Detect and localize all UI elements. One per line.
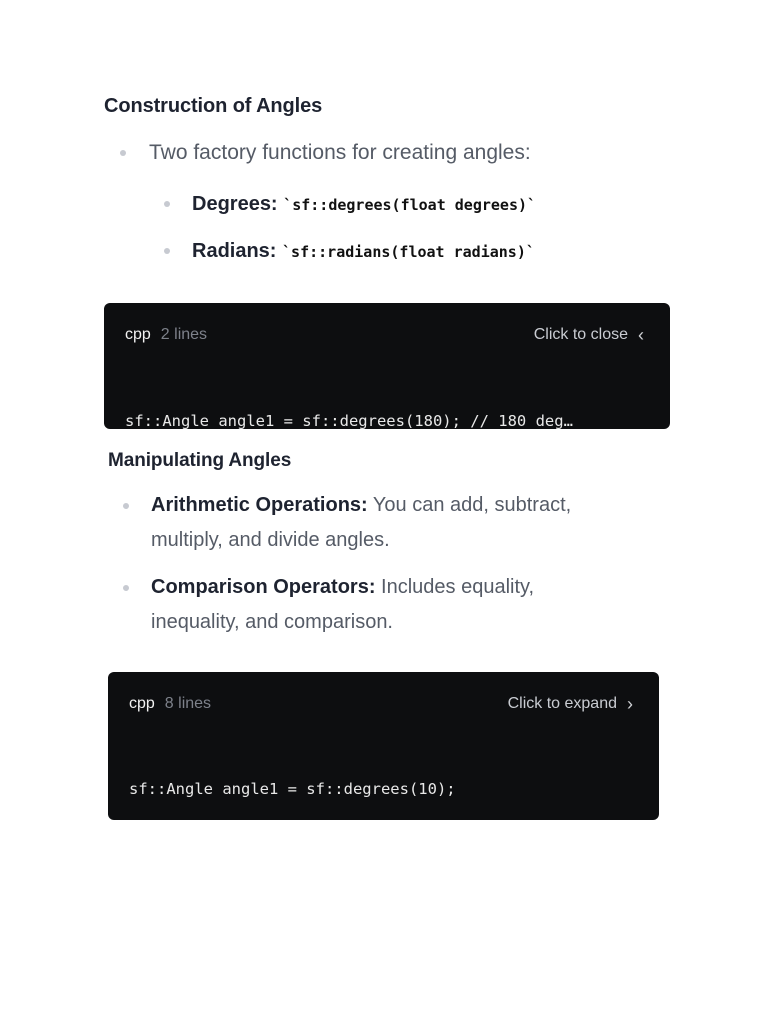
list-item: [120, 137, 531, 169]
code-line-count: 8 lines: [164, 695, 212, 712]
code-content: [125, 356, 644, 429]
inline-code: `sf::radians(float radians)`: [282, 243, 535, 261]
list-item-text: Two factory functions for creating angles:: [149, 141, 531, 164]
section-heading-manipulating: Manipulating Angles: [108, 450, 292, 471]
bullet-dot: [164, 248, 170, 254]
expand-code-label[interactable]: Click to expand: [507, 695, 617, 712]
code-block-construction: [104, 303, 670, 429]
code-block-manipulating: [108, 672, 659, 820]
code-language-label: cpp: [129, 695, 155, 712]
collapse-code-label[interactable]: Click to close: [533, 326, 628, 343]
code-line-count: 2 lines: [160, 326, 208, 343]
expand-code-button[interactable]: [508, 695, 633, 713]
inline-code: `sf::degrees(float degrees)`: [283, 196, 537, 214]
sub-item-label: Radians:: [192, 240, 277, 262]
list-item-term: Arithmetic Operations:: [151, 494, 368, 516]
code-language-label: cpp: [125, 326, 151, 343]
bullet-dot: [164, 201, 170, 207]
list-item-text: Comparison Operators: Includes equality, inequality, and comparison.: [151, 576, 535, 633]
bullet-dot: [120, 150, 126, 156]
bullet-dot: [123, 503, 129, 509]
code-block-header: [129, 694, 633, 714]
code-line: sf::Angle angle1 = sf::degrees(10);: [129, 780, 456, 798]
code-line: sf::Angle angle1 = sf::degrees(180); // 180 deg…: [125, 412, 573, 429]
bullet-dot: [123, 585, 129, 591]
list-item-text: Arithmetic Operations: You can add, subtract, multiply, and divide angles.: [151, 494, 572, 551]
chevron-left-icon[interactable]: ‹: [638, 325, 644, 345]
code-block-header: [125, 325, 644, 345]
list-item-term: Comparison Operators:: [151, 576, 376, 598]
chevron-right-icon[interactable]: ›: [627, 694, 633, 714]
section-heading-construction: Construction of Angles: [104, 95, 323, 117]
list-item: [123, 488, 571, 558]
sub-item-label: Degrees:: [192, 193, 278, 215]
code-content: [129, 724, 633, 820]
sub-list-item-degrees: [164, 190, 536, 219]
sub-list-item-radians: [164, 237, 535, 266]
list-item: [123, 570, 534, 640]
collapse-code-button[interactable]: [534, 326, 644, 344]
